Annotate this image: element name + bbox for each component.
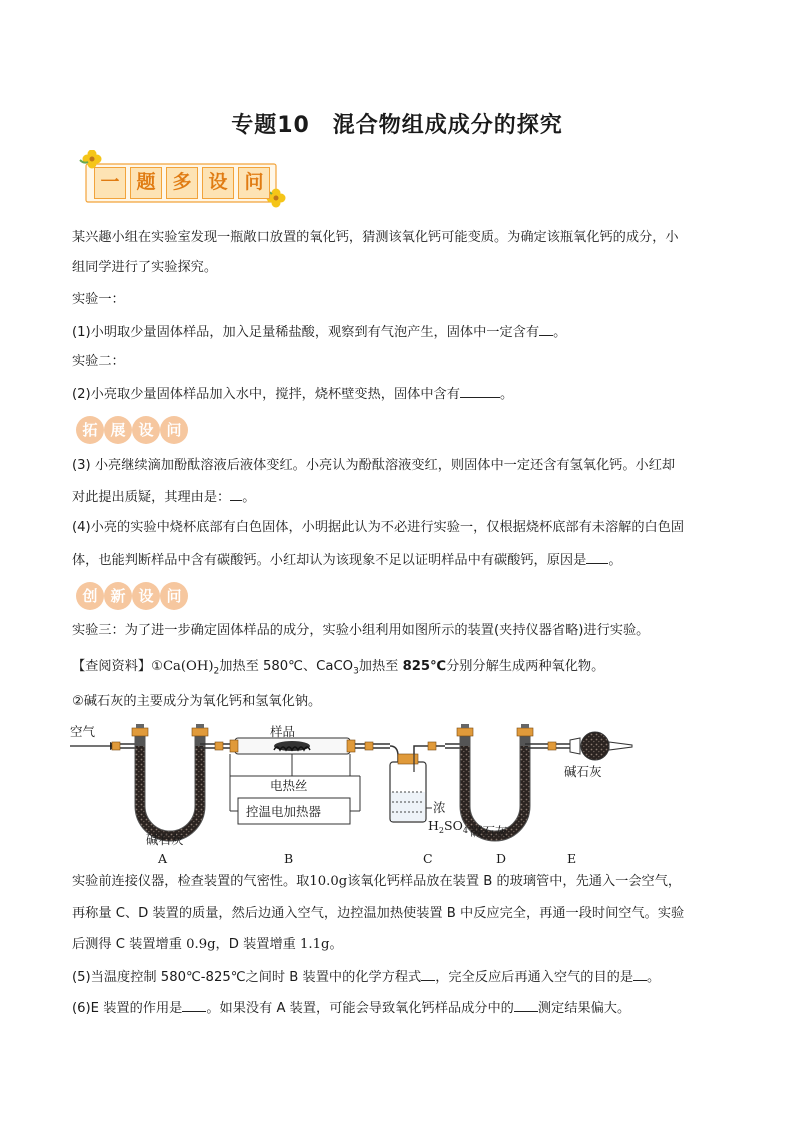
badge-char: 设 [202,167,234,199]
question-3-text: 对此提出质疑，其理由是： [72,490,231,505]
answer-blank[interactable] [539,321,553,336]
sample-label: 样品 [270,724,296,739]
ref-subscript: 2 [213,666,220,677]
question-4-line2 [72,549,622,571]
question-3-line2 [72,486,255,508]
question-5-text: ，完全反应后再通入空气的目的是 [435,970,634,985]
ref-text: 加热至 580℃、CaCO [219,659,354,674]
answer-blank[interactable] [421,966,435,981]
label-d: D [496,851,507,866]
ref-formula: Ca(OH) [162,659,214,674]
procedure-line2: 再称量 C、D 装置的质量，然后边通入空气，边控温加热使装置 B 中反应完全，再通一段时间空气。实验 [72,906,685,921]
answer-blank[interactable] [182,997,206,1012]
heating-wire-label: 电热丝 [270,778,308,793]
end-mark: 。 [242,490,256,505]
end-mark: 。 [553,325,567,340]
end-mark: 。 [608,553,622,568]
ref-text: 分别分解生成两种氧化物。 [446,659,605,674]
badge-char: 题 [130,167,162,199]
soda-lime-d-label: 碱石灰 [470,824,508,839]
question-6-text: 。如果没有 A 装置，可能会导致氧化钙样品成分中的 [206,1001,514,1016]
intro-line: 组同学进行了实验探究。 [72,260,218,275]
procedure-text: 后测得 C 装置增重 [72,937,187,952]
label-c: C [423,851,433,866]
apparatus-diagram [70,718,640,866]
question-5-text: 。 [647,970,661,985]
procedure-text: 。 [329,937,343,952]
answer-blank[interactable] [586,549,608,564]
question-4-text: 体，也能判断样品中含有碳酸钙。小红却认为该现象不足以证明样品中有碳酸钙，原因是 [72,553,587,568]
answer-blank[interactable] [633,966,647,981]
sample-mass: 10.0g [309,874,348,889]
experiment-3: 实验三：为了进一步确定固体样品的成分，实验小组利用如图所示的装置(夹持仪器省略)进行实验。 [72,623,650,638]
question-6-text: 测定结果偏大。 [537,1001,631,1016]
ref-subscript: 3 [353,666,359,677]
ref-prefix: 【查阅资料】① [72,659,163,674]
question-5 [72,966,660,988]
question-4-line1: (4)小亮的实验中烧杯底部有白色固体，小明据此认为不必进行实验一，仅根据烧杯底部有未溶解的白色固 [72,520,685,535]
question-1 [72,321,566,343]
exp1-label: 实验一： [72,292,125,307]
question-2 [72,383,513,405]
conc-label: 浓 [433,800,446,815]
label-b: B [284,851,294,866]
answer-blank[interactable] [230,486,242,501]
mass-gain-d: 1.1g [300,937,330,952]
procedure-text: 该氧化钙样品放在装置 B 的玻璃管中，先通入一会空气， [347,874,682,889]
badge-char: 展 [104,416,132,444]
exp2-label: 实验二： [72,354,125,369]
badge-char: 问 [238,167,270,199]
page-title: 专题10 混合物组成成分的探究 [231,113,563,138]
badge-char: 拓 [76,416,104,444]
question-5-text: (5)当温度控制 580℃-825℃之间时 B 装置中的化学方程式 [72,970,422,985]
reference-1 [72,657,604,682]
heater-label: 控温电加热器 [246,804,322,819]
mass-gain-c: 0.9g [186,937,216,952]
badge-char: 问 [160,582,188,610]
label-e: E [567,851,577,866]
answer-blank[interactable] [514,997,538,1012]
badge-create-question [76,582,196,612]
sulfuric-acid-label: $H_2SO_4$ [428,818,468,835]
section-badge-one-question [76,150,286,208]
badge-char: 一 [94,167,126,199]
intro-line: 某兴趣小组在实验室发现一瓶敞口放置的氧化钙，猜测该氧化钙可能变质。为确定该瓶氧化钙的成分，小 [72,230,679,245]
badge-char: 新 [104,582,132,610]
procedure-text: ，D 装置增重 [215,937,301,952]
ref-text: 加热至 [358,659,403,674]
procedure-line1 [72,872,681,892]
u-tube-a [132,724,208,836]
badge-char: 设 [132,582,160,610]
soda-lime-e-label: 碱石灰 [564,764,602,779]
label-a: A [158,851,168,866]
badge-extend-question [76,416,196,446]
u-tube-d [457,724,533,836]
reference-2: ②碱石灰的主要成分为氧化钙和氢氧化钠。 [72,694,322,709]
question-3-line1: (3) 小亮继续滴加酚酞溶液后液体变红。小亮认为酚酞溶液变红，则固体中一定还含有氢氧化钙。小红却 [72,458,676,473]
badge-char: 创 [76,582,104,610]
badge-char: 问 [160,416,188,444]
badge-char: 设 [132,416,160,444]
question-6 [72,997,630,1019]
soda-lime-a-label: 碱石灰 [146,832,184,847]
ref-temperature: 825℃ [402,659,447,674]
question-2-text: (2)小亮取少量固体样品加入水中，搅拌，烧杯壁变热，固体中含有 [72,387,460,402]
answer-blank[interactable] [460,383,500,398]
drying-tube-e [570,732,632,760]
air-label: 空气 [70,724,96,739]
end-mark: 。 [499,387,514,402]
question-6-text: (6)E 装置的作用是 [72,1001,183,1016]
procedure-line3 [72,935,343,955]
procedure-text: 实验前连接仪器，检查装置的气密性。取 [72,874,310,889]
badge-char: 多 [166,167,198,199]
question-1-text: (1)小明取少量固体样品，加入足量稀盐酸，观察到有气泡产生，固体中一定含有 [72,325,540,340]
